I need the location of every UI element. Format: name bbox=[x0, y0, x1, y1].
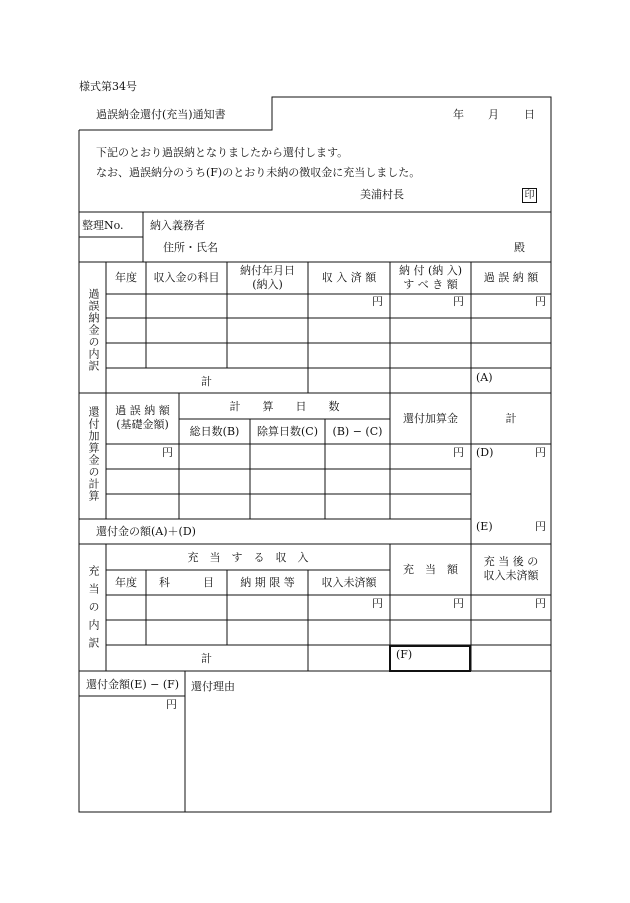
yen-unit: 円 bbox=[535, 295, 546, 308]
excluded-days-header: 除算日数(C) bbox=[257, 425, 318, 438]
mark-e: (E) bbox=[476, 520, 493, 533]
yen-unit: 円 bbox=[535, 597, 546, 610]
overpay-header-subject: 収入金の科目 bbox=[153, 271, 220, 284]
net-days-header: (B) − (C) bbox=[332, 425, 383, 438]
overpay-header-paid-date: 納付年月日 (納入) bbox=[240, 264, 295, 291]
yen-unit: 円 bbox=[535, 520, 546, 533]
overpayment-section-label: 過誤納金の内訳 bbox=[87, 288, 100, 372]
addition-header: 還付加算金 bbox=[403, 412, 458, 425]
yen-unit: 円 bbox=[162, 446, 173, 459]
mark-f: (F) bbox=[396, 648, 413, 661]
refund-add-section-label: 還付加算金の計算 bbox=[87, 406, 100, 502]
address-name-label: 住所・氏名 bbox=[163, 241, 218, 254]
intro-line-2: なお、過誤納分のうち(F)のとおり未納の徴収金に充当しました。 bbox=[96, 166, 421, 179]
appr-after-header: 充 当 後 の 収入未済額 bbox=[483, 555, 539, 582]
appropriation-section-label: 充当の内訳 bbox=[87, 565, 100, 655]
yen-unit: 円 bbox=[453, 295, 464, 308]
appr-amount-header: 充 当 額 bbox=[403, 563, 458, 576]
yen-unit: 円 bbox=[372, 295, 383, 308]
overpay-header-year: 年度 bbox=[115, 271, 137, 284]
calc-days-header: 計 算 日 数 bbox=[229, 400, 340, 413]
refund-amount-label: 還付金の額(A)＋(D) bbox=[96, 525, 196, 538]
appr-header-unpaid: 収入未済額 bbox=[321, 576, 377, 589]
yen-unit: 円 bbox=[372, 597, 383, 610]
refund-total-header: 計 bbox=[505, 412, 517, 425]
overpay-header-received: 収 入 済 額 bbox=[321, 271, 377, 284]
base-amount-header: 過 誤 納 額 (基礎金額) bbox=[115, 404, 170, 431]
intro-line-1: 下記のとおり過誤納となりましたから還付します。 bbox=[96, 146, 349, 159]
form-number: 様式第34号 bbox=[79, 80, 137, 93]
honorific: 殿 bbox=[514, 241, 525, 254]
mark-a: (A) bbox=[476, 371, 493, 384]
page-title: 過誤納金還付(充当)通知書 bbox=[96, 108, 226, 121]
refund-net-label: 還付金額(E) − (F) bbox=[86, 678, 180, 691]
issuer-name: 美浦村長 bbox=[360, 188, 404, 201]
mark-d: (D) bbox=[476, 446, 494, 459]
yen-unit: 円 bbox=[166, 698, 177, 711]
taxpayer-label: 納入義務者 bbox=[150, 219, 205, 232]
yen-unit: 円 bbox=[535, 446, 546, 459]
appr-header-deadline: 納 期 限 等 bbox=[240, 576, 295, 589]
total-days-header: 総日数(B) bbox=[189, 425, 240, 438]
appr-total-label: 計 bbox=[201, 652, 212, 665]
date-year: 年 bbox=[453, 108, 464, 121]
overpay-header-amount: 過 誤 納 額 bbox=[483, 271, 539, 284]
yen-unit: 円 bbox=[453, 597, 464, 610]
ref-number-label: 整理No. bbox=[82, 219, 124, 232]
overpay-total-label: 計 bbox=[201, 375, 212, 388]
seal-mark: 印 bbox=[522, 188, 537, 203]
appr-header-year: 年度 bbox=[115, 576, 137, 589]
refund-reason-label: 還付理由 bbox=[191, 680, 235, 693]
revenue-header: 充 当 す る 収 入 bbox=[187, 551, 309, 564]
overpay-header-due: 納 付 (納 入) す べ き 額 bbox=[398, 264, 463, 291]
date-day: 日 bbox=[524, 108, 535, 121]
appr-header-subject: 科 目 bbox=[159, 576, 214, 589]
date-month: 月 bbox=[488, 108, 499, 121]
yen-unit: 円 bbox=[453, 446, 464, 459]
